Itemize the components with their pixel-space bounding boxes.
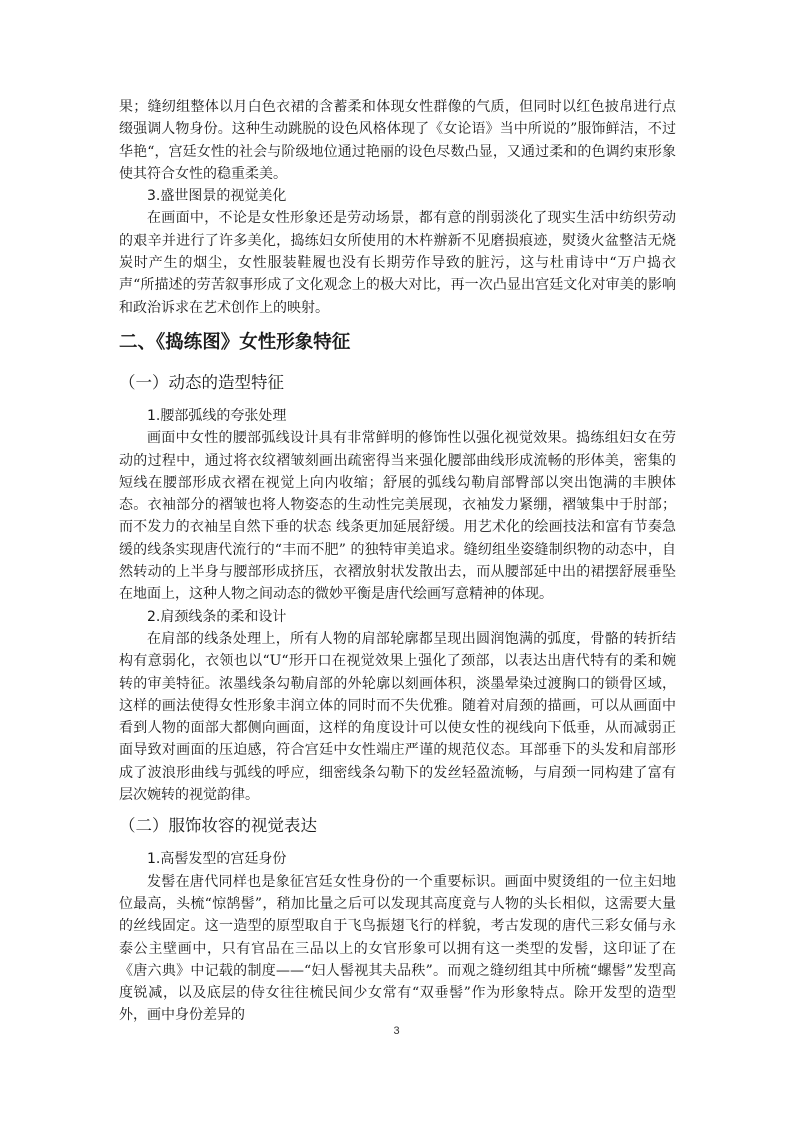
item-1-paragraph: 画面中女性的腰部弧线设计具有非常鲜明的修饰性以强化视觉效果。捣练组妇女在劳动的过程中，通过将衣纹褶皱刻画出疏密得当来强化腰部曲线形成流畅的形体美，密集的短线在腰部形成衣褶在视觉上向内收缩；舒展的弧线勾勒肩部臀部以突出饱满的丰腴体态。衣袖部分的褶皱也将人物姿态的生动性完美展现，衣袖发力紧绷，褶皱集中于肘部；而不发力的衣袖呈自然下垂的状态 线条更加延展舒缓。用艺术化的绘画技法和富有节奏急缓的线条实现唐代流行的“丰而不肥” 的独特审美追求。缝纫组坐姿缝制织物的动态中，自然转动的上半身与腰部形成挤压，衣褶放射状发散出去，而从腰部延中出的裙摆舒展垂坠在地面上，这种人物之间动态的微妙平衡是唐代绘画写意精神的体现。 xyxy=(119,430,676,603)
item-2-paragraph: 在肩部的线条处理上，所有人物的肩部轮廓都呈现出圆润饱满的弧度，骨骼的转折结构有意弱化，衣领也以“U“形开口在视觉效果上强化了颈部，以表达出唐代特有的柔和婉转的审美特征。浓墨线条勾勒肩部的外轮廓以刻画体积，淡墨晕染过渡胸口的锁骨区域，这样的画法使得女性形象丰润立体的同时而不失优雅。随着对肩颈的描画，可以从画面中看到人物的面部大都侧向画面，这样的角度设计可以使女性的视线向下低垂，从而减弱正面导致对画面的压迫感，符合宫廷中女性端庄严谨的规范仪态。耳部垂下的头发和肩部形成了波浪形曲线与弧线的呼应，细密线条勾勒下的发丝轻盈流畅，与肩颈一同构建了富有层次婉转的视觉韵律。 xyxy=(119,630,676,804)
section-3-paragraph: 在画面中，不论是女性形象还是劳动场景，都有意的削弱淡化了现实生活中纺织劳动的艰辛并进行了许多美化，捣练妇女所使用的木杵辦新不见磨损痕迹，熨烫火盆整洁无烧炭时产生的烟尘，女性服装鞋履也没有长期劳作导致的脏污，这与杜甫诗中“万户捣衣声“所描述的劳苦叙事形成了文化观念上的极大对比，再一次凸显出宫廷文化对审美的影响和政治诉求在艺术创作上的映射。 xyxy=(119,210,676,316)
page-content xyxy=(119,96,676,1027)
item-3-paragraph: 发髻在唐代同样也是象征宫廷女性身份的一个重要标识。画面中熨烫组的一位主妇地位最高，头梳“惊鹄髻”，稍加比量之后可以发现其高度竟与人物的头长相似，这需要大量的丝线固定。这一造型的原型取自于飞鸟振翅飞行的样貌，考古发现的唐代三彩女俑与永泰公主壁画中，只有官品在三品以上的女官形象可以拥有这一类型的发髻，这印证了在《唐六典》中记载的制度——“妇人髻视其夫品秩”。而观之缝纫组其中所梳“螺髻”发型高度锐减，以及底层的侍女往往梳民间少女常有“双垂髻”作为形象特点。除开发型的造型外，画中身份差异的 xyxy=(119,873,676,1024)
section-3-title: 3.盛世图景的视觉美化 xyxy=(147,188,287,205)
paragraph-continued: 果；缝纫组整体以月白色衣裙的含蓄柔和体现女性群像的气质，但同时以红色披帛进行点缀强调人物身份。这种生动跳脱的设色风格体现了《女论语》当中所说的”服饰鲜洁，不过华艳“，宫廷女性的社会与阶级地位通过艳丽的设色尽数凸显，又通过柔和的色调约束形象使其符合女性的稳重柔美。 xyxy=(119,99,676,182)
item-3-title: 1.高髻发型的宫廷身份 xyxy=(147,851,287,868)
item-2-title: 2.肩颈线条的柔和设计 xyxy=(147,608,287,625)
chapter-2-heading: 二、《捣练图》女性形象特征 xyxy=(119,331,351,353)
page-number: 3 xyxy=(393,1025,400,1037)
subsection-2-heading: （二）服饰妆容的视觉表达 xyxy=(119,816,317,836)
item-1-title: 1.腰部弧线的夸张处理 xyxy=(147,407,287,424)
subsection-1-heading: （一）动态的造型特征 xyxy=(119,372,284,392)
